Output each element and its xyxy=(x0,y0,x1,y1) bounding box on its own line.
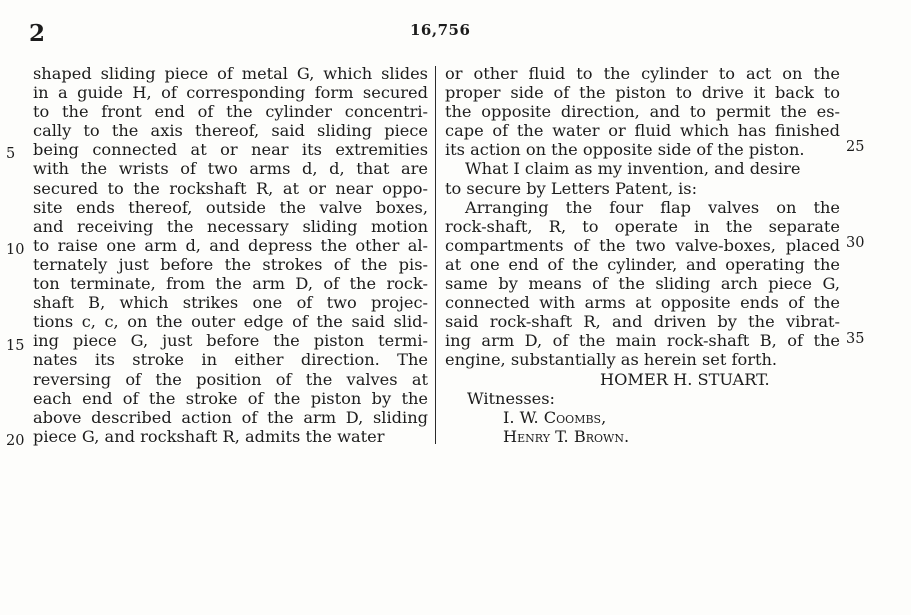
text-line: tions c, c, on the outer edge of the said slid- xyxy=(33,312,428,332)
line-number: 30 xyxy=(846,235,865,251)
text-line: to raise one arm d, and depress the other al- xyxy=(33,235,428,255)
text-line: What I claim as my invention, and desire xyxy=(465,159,801,179)
text-line: its action on the opposite side of the piston. xyxy=(445,140,805,160)
text-line: above described action of the arm D, sliding xyxy=(33,407,428,427)
text-line: shaped sliding piece of metal G, which slides xyxy=(33,64,428,83)
signature: HOMER H. STUART. xyxy=(600,369,770,389)
left-column xyxy=(33,64,428,446)
page-number: 2 xyxy=(29,20,46,47)
text-line: ton terminate, from the arm D, of the rock- xyxy=(33,274,428,294)
text-line: compartments of the two valve-boxes, placed xyxy=(445,235,840,255)
text-line: ing arm D, of the main rock-shaft B, of the xyxy=(445,331,840,351)
text-line: piece G, and rockshaft R, admits the water xyxy=(33,426,385,446)
text-line: to secure by Letters Patent, is: xyxy=(445,178,698,198)
patent-number: 16,756 xyxy=(410,21,471,39)
text-line: and receiving the necessary sliding motion xyxy=(33,216,428,236)
text-line: to the front end of the cylinder concentri- xyxy=(33,102,428,122)
text-line: cally to the axis thereof, said sliding piece xyxy=(33,121,428,141)
text-line: said rock-shaft R, and driven by the vibrat- xyxy=(445,312,840,332)
text-line: proper side of the piston to drive it back to xyxy=(445,83,840,103)
text-line: in a guide H, of corresponding form secured xyxy=(33,83,428,103)
text-line: same by means of the sliding arch piece G, xyxy=(445,274,840,294)
witness-name: I. W. Coombs, xyxy=(503,407,607,427)
text-line: site ends thereof, outside the valve boxes, xyxy=(33,197,428,217)
text-line: rock-shaft, R, to operate in the separate xyxy=(445,216,840,236)
text-line: cape of the water or fluid which has finished xyxy=(445,121,840,141)
text-line: being connected at or near its extremities xyxy=(33,140,428,160)
line-number: 25 xyxy=(846,139,865,155)
right-column xyxy=(445,64,840,446)
text-line: each end of the stroke of the piston by the xyxy=(33,388,428,408)
text-line: the opposite direction, and to permit the es- xyxy=(445,102,840,122)
text-line: secured to the rockshaft R, at or near oppo- xyxy=(33,178,428,198)
text-line: engine, substantially as herein set forth. xyxy=(445,350,778,370)
line-number: 10 xyxy=(6,242,25,258)
text-line: ternately just before the strokes of the pis- xyxy=(33,254,428,274)
text-line: with the wrists of two arms d, d, that are xyxy=(33,159,428,179)
text-line: or other fluid to the cylinder to act on the xyxy=(445,64,840,83)
line-number: 20 xyxy=(6,433,25,449)
text-line: shaft B, which strikes one of two projec- xyxy=(33,293,428,313)
line-number: 35 xyxy=(846,331,865,347)
text-line: at one end of the cylinder, and operating the xyxy=(445,254,840,274)
witnesses-label: Witnesses: xyxy=(467,388,555,408)
text-line: Arranging the four flap valves on the xyxy=(465,197,840,217)
text-line: ing piece G, just before the piston termi- xyxy=(33,331,428,351)
line-number: 15 xyxy=(6,338,25,354)
line-number: 5 xyxy=(6,146,16,162)
witness-name: Henry T. Brown. xyxy=(503,426,630,446)
text-line: connected with arms at opposite ends of the xyxy=(445,293,840,313)
text-line: reversing of the position of the valves at xyxy=(33,369,428,389)
text-line: nates its stroke in either direction. The xyxy=(33,350,428,370)
column-divider xyxy=(435,66,436,444)
